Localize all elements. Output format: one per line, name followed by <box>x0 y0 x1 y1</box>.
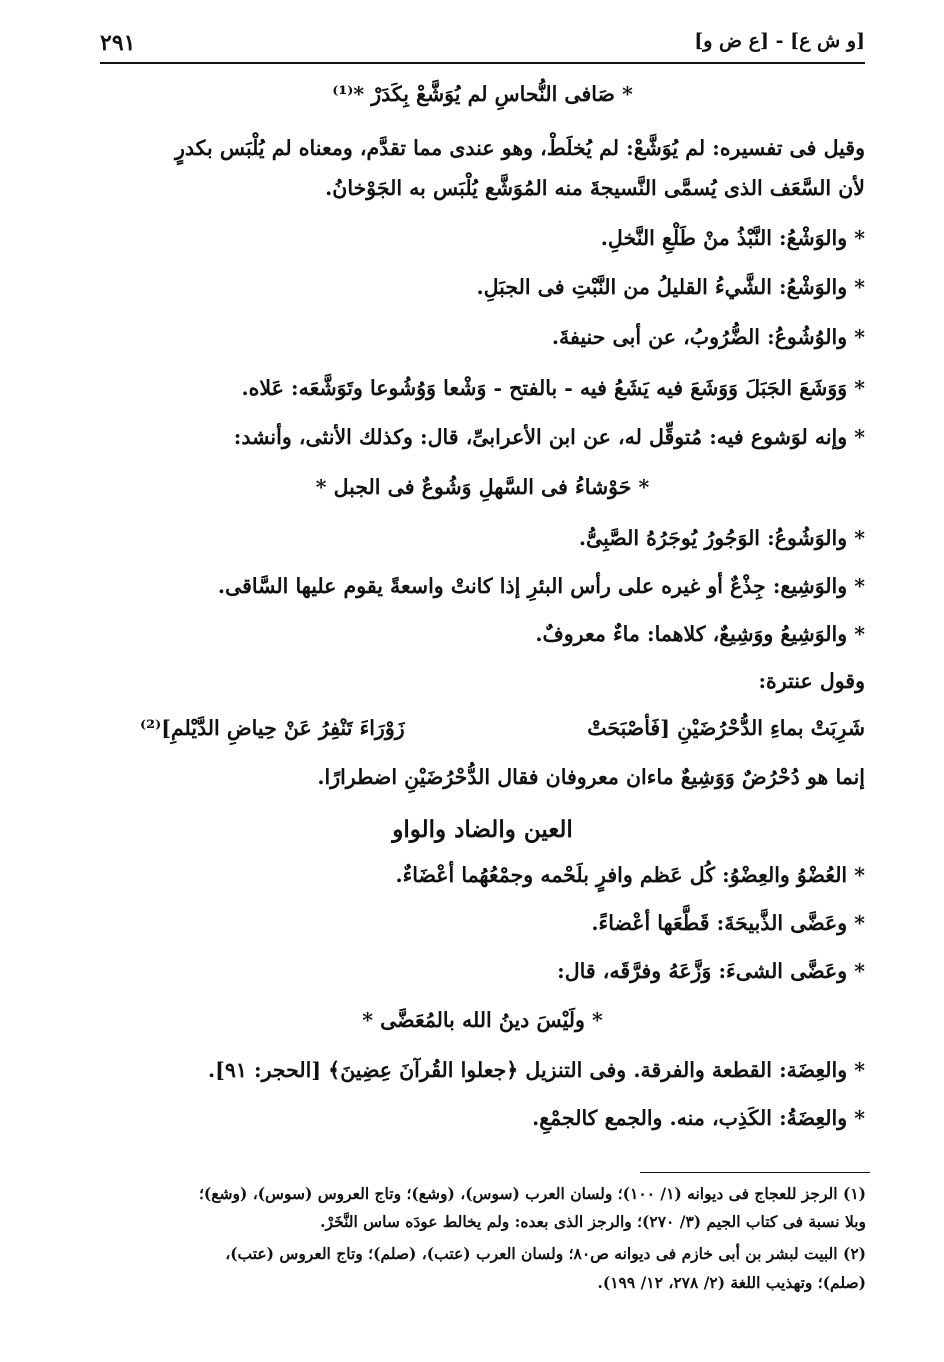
footnote-line: (صلم)؛ وتهذيب اللغة (٢/ ٢٧٨، ١٢/ ١٩٩). <box>597 1273 866 1292</box>
footnote-line: (٢) البيت لبشر بن أبى خازم فى ديوانه ص٨٠؛ ولسان العرب (عتب)، (صلم)؛ وتاج العروس (عتب)، <box>225 1244 866 1263</box>
poetry-verse <box>100 716 865 752</box>
entry-line: * والعِضَةُ: الكَذِب، منه. والجمع كالجمْعِ. <box>532 1106 865 1130</box>
verse-line: * صَافى النُّحاسِ لم يُوَشَّعْ بِكَدَرْ *⁽¹⁾ <box>332 82 633 106</box>
entry-line: * العُضْوُ والعِضْوُ: كُل عَظم وافرٍ بلَحْمه وجمْعُهُما أعْضَاءٌ. <box>395 863 865 887</box>
header-rule <box>100 62 865 64</box>
first-hemistich: شَرِبَتْ بماءِ الدُّحْرُضَيْنِ [فَأصْبَحَتْ <box>587 716 865 740</box>
text-line: وقول عنترة: <box>758 669 865 693</box>
footnote-line: وبلا نسبة فى كتاب الجيم (٣/ ٢٧٠)؛ والرجز الذى بعده: ولم يخالط عودَه ساس النَّخَرْ. <box>320 1212 866 1231</box>
entry-line: * وَوَشَعَ الجَبَلَ وَوَشَعَ فيه يَشَعُ فيه - بالفتح - وَشْعا وَوُشُوعا وتَوَشَّعَه: عَلاه. <box>241 376 865 400</box>
entry-line: * والوَشُوعُ: الوَجُورُ يُوجَرُهُ الصَّبِىُّ. <box>578 526 865 550</box>
entry-line: * وعَضَّى الشىءَ: وَزَّعَهُ وفرَّقَه، قال: <box>557 959 865 983</box>
text-line: إنما هو دُحْرُضٌ وَوَشِيعٌ ماءان معروفان فقال الدُّحْرُضَيْنِ اضطرارًا. <box>317 765 865 789</box>
entry-line: * والوُشُوعُ: الضُّرُوبُ، عن أبى حنيفةَ. <box>551 325 865 349</box>
footnote-line: (١) الرجز للعجاج فى ديوانه (١/ ١٠٠)؛ ولسان العرب (سوس)، (وشع)؛ وتاج العروس (سوس)، (وشع)؛ <box>199 1184 866 1203</box>
entry-line: * والوَشْعُ: النَّبْذُ منْ طَلْعِ النَّخلِ. <box>600 226 865 250</box>
entry-line: * والعِضَة: القطعة والفرقة. وفى التنزيل ﴿جعلوا القُرآنَ عِضِينَ﴾ [الحجر: ٩١]. <box>208 1058 865 1082</box>
verse-line: * حَوْشاءُ فى السَّهلِ وَشُوعٌ فى الجبل * <box>315 475 650 499</box>
footnote-rule <box>640 1172 870 1173</box>
entry-line: * وعَضَّى الذَّبيحَةَ: قَطَّعَها أعْضاءً. <box>591 911 865 935</box>
running-head: [و ش ع] - [ع ض و] <box>694 30 865 52</box>
entry-line: * وإنه لوَشوع فيه: مُتوقِّل له، عن ابن الأعرابىِّ، قال: وكذلك الأنثى، وأنشد: <box>233 425 865 449</box>
section-heading: العين والضاد والواو <box>392 816 573 843</box>
entry-line: * والوَشِيعُ ووَشِيعٌ، كلاهما: ماءٌ معروفٌ. <box>535 622 865 646</box>
entry-line: * والوَشْعُ: الشَّيءُ القليلُ من النَّبْتِ فى الجبَلِ. <box>476 275 865 299</box>
verse-line: * ولَيْسَ دينُ الله بالمُعَضَّى * <box>362 1008 603 1032</box>
text-line: وقيل فى تفسيره: لم يُوَشَّعْ: لم يُخلَطْ، وهو عندى مما تقدَّم، ومعناه لم يُلْبَس بكدرٍ <box>175 136 865 160</box>
entry-line: * والوَشِيع: جِذْعٌ أو غيره على رأس البئرِ إذا كانتْ واسعةً يقوم عليها السَّاقى. <box>217 574 865 598</box>
page-header <box>100 28 865 62</box>
page-number: ٢٩١ <box>100 30 136 56</box>
text-line: لأن السَّعَف الذى يُسمَّى النَّسيجةَ منه المُوَشَّع يُلْبَس به الجَوْخانُ. <box>325 176 865 200</box>
second-hemistich: زَوْرَاءَ تَنْفِرُ عَنْ حِياضِ الدَّيْلمِ]⁽²⁾ <box>140 716 405 740</box>
